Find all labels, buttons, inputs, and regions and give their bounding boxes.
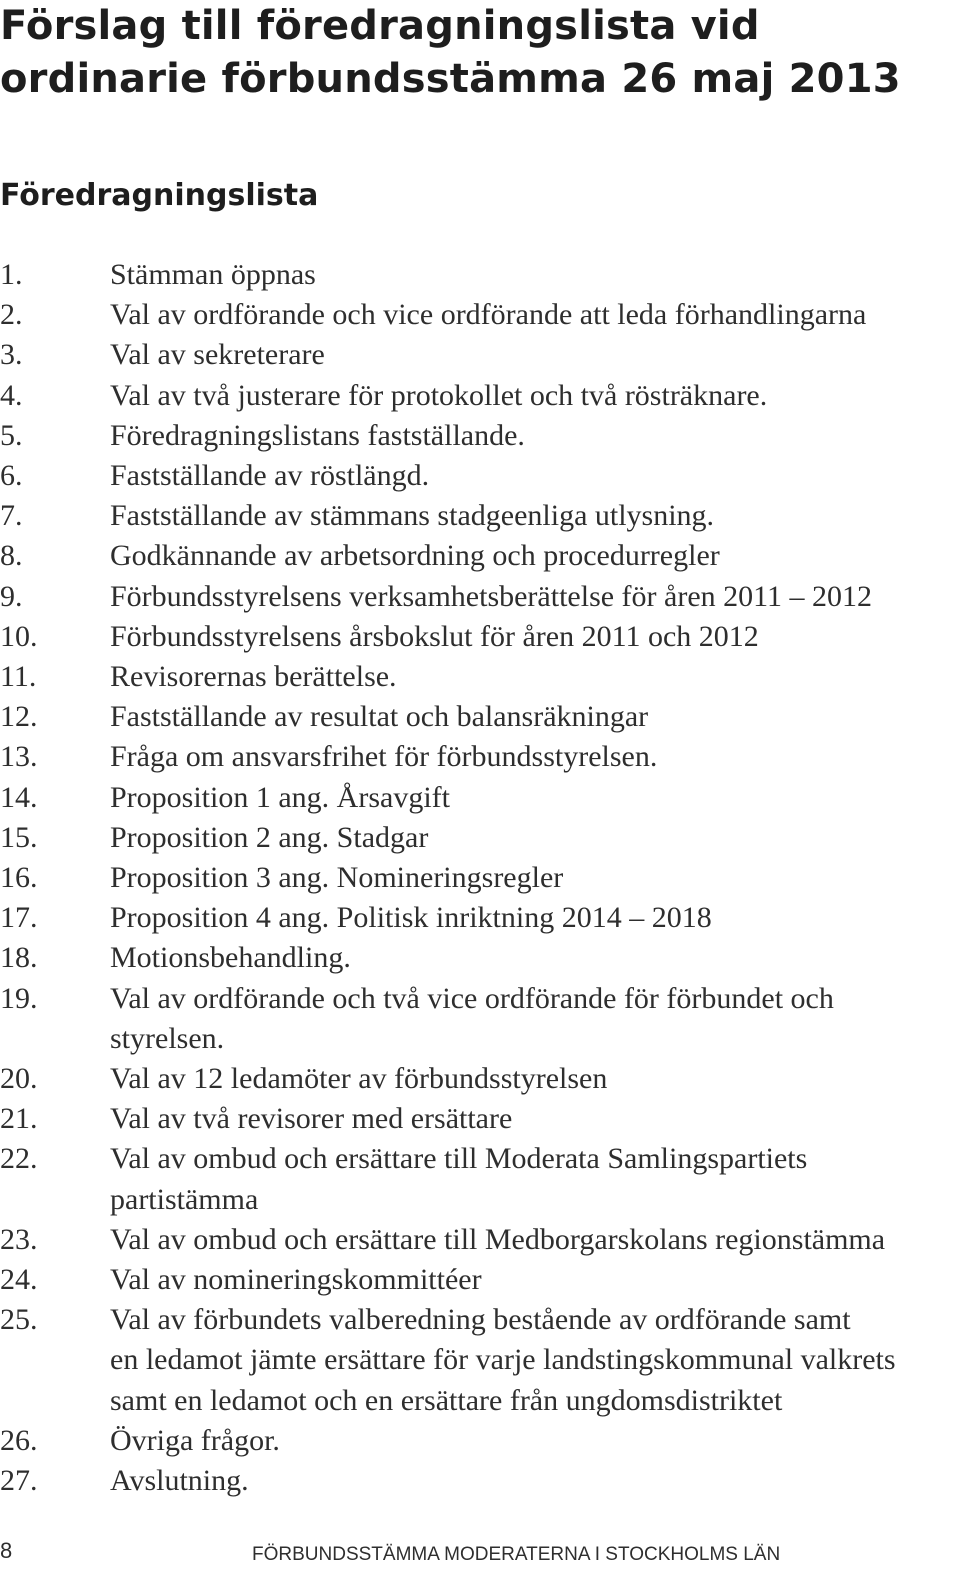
agenda-item-text xyxy=(110,938,958,978)
agenda-item-text xyxy=(110,858,958,898)
agenda-item-text xyxy=(110,255,958,295)
agenda-item-line: Val av nomineringskommittéer xyxy=(110,1263,482,1297)
agenda-item-line: Val av ombud och ersättare till Medborgarskolans regionstämma xyxy=(110,1222,886,1256)
agenda-item-text xyxy=(110,496,958,536)
agenda-item xyxy=(0,1059,958,1099)
agenda-item-line: Fastställande av röstlängd. xyxy=(110,459,430,493)
section-heading: Föredragningslista xyxy=(0,178,319,213)
agenda-item xyxy=(0,657,958,697)
agenda-item-line: Proposition 3 ang. Nomineringsregler xyxy=(110,861,564,895)
agenda-item xyxy=(0,697,958,737)
agenda-item-number: 2. xyxy=(0,298,23,332)
agenda-item-text xyxy=(110,295,958,335)
agenda-item-number: 6. xyxy=(0,459,23,493)
agenda-item xyxy=(0,536,958,576)
agenda-item-number: 4. xyxy=(0,378,23,412)
agenda-item-line: Godkännande av arbetsordning och procedurregler xyxy=(110,539,720,573)
page-title: Förslag till föredragningslista vid ordinarie förbundsstämma 26 maj 2013 xyxy=(0,3,901,102)
agenda-item-text xyxy=(110,1260,958,1300)
agenda-item-number: 11. xyxy=(0,660,37,694)
agenda-item-number: 22. xyxy=(0,1142,38,1176)
agenda-item-text xyxy=(110,577,958,617)
agenda-item-text xyxy=(110,778,958,818)
agenda-item-text xyxy=(110,1461,958,1501)
agenda-item-line: Proposition 1 ang. Årsavgift xyxy=(110,780,450,814)
agenda-item-text xyxy=(110,1139,958,1219)
agenda-item-number: 1. xyxy=(0,258,23,291)
footer-publication: FÖRBUNDSSTÄMMA MODERATERNA I STOCKHOLMS LÄN xyxy=(252,1544,781,1565)
agenda-item-number: 12. xyxy=(0,700,38,734)
agenda-item xyxy=(0,456,958,496)
agenda-item xyxy=(0,295,958,335)
agenda-item xyxy=(0,938,958,978)
agenda-item-text xyxy=(110,1099,958,1139)
agenda-item-text xyxy=(110,1300,958,1421)
agenda-item-line: Val av 12 ledamöter av förbundsstyrelsen xyxy=(110,1062,608,1096)
agenda-item-line: Föredragningslistans fastställande. xyxy=(110,418,525,452)
agenda-item xyxy=(0,1461,958,1501)
agenda-item-number: 8. xyxy=(0,539,23,573)
agenda-item-number: 25. xyxy=(0,1303,38,1337)
agenda-item xyxy=(0,376,958,416)
agenda-item-number: 16. xyxy=(0,861,38,895)
agenda-item-line: Val av ordförande och vice ordförande att leda förhandlingarna xyxy=(110,298,867,332)
agenda-item xyxy=(0,778,958,818)
agenda-item xyxy=(0,737,958,777)
agenda-item-text xyxy=(110,697,958,737)
agenda-item-number: 9. xyxy=(0,579,23,613)
agenda-item xyxy=(0,1139,958,1219)
agenda-item xyxy=(0,1099,958,1139)
agenda-item-number: 10. xyxy=(0,619,38,653)
agenda-item-number: 27. xyxy=(0,1464,38,1498)
agenda-item-line: Val av sekreterare xyxy=(110,338,325,372)
agenda-item-number: 15. xyxy=(0,820,38,854)
agenda-item-text xyxy=(110,898,958,938)
agenda-item-text xyxy=(110,737,958,777)
agenda-item-number: 23. xyxy=(0,1222,38,1256)
agenda-item xyxy=(0,617,958,657)
agenda-item-number: 18. xyxy=(0,941,38,975)
agenda-item-number: 14. xyxy=(0,780,38,814)
agenda-item-text xyxy=(110,617,958,657)
agenda-item-text xyxy=(110,1059,958,1099)
agenda-item-text xyxy=(110,657,958,697)
agenda-item-text xyxy=(110,536,958,576)
agenda-item-text xyxy=(110,456,958,496)
agenda-item xyxy=(0,335,958,375)
agenda-item xyxy=(0,1300,958,1421)
agenda-item xyxy=(0,496,958,536)
agenda-item xyxy=(0,1421,958,1461)
agenda-item-line: Val av förbundets valberedning bestående av ordförande samt xyxy=(110,1303,851,1337)
agenda-item-text xyxy=(110,1421,958,1461)
agenda-item-line: styrelsen. xyxy=(110,1021,225,1055)
agenda-item-line: Val av ombud och ersättare till Moderata Samlingspartiets xyxy=(110,1142,808,1176)
agenda-item-line: Fastställande av stämmans stadgeenliga utlysning. xyxy=(110,499,715,533)
agenda-item-line: Val av ordförande och två vice ordförande för förbundet och xyxy=(110,981,834,1015)
agenda-item-number: 13. xyxy=(0,740,38,774)
agenda-item-line: en ledamot jämte ersättare för varje landstingskommunal valkrets xyxy=(110,1343,896,1377)
agenda-item xyxy=(0,416,958,456)
agenda-item-line: Proposition 4 ang. Politisk inriktning 2014 – 2018 xyxy=(110,901,712,935)
page-number: 8 xyxy=(0,1538,13,1563)
agenda-item-text xyxy=(110,979,958,1059)
agenda-item xyxy=(0,255,958,295)
agenda-item-text xyxy=(110,818,958,858)
agenda-item-line: Övriga frågor. xyxy=(110,1423,280,1457)
agenda-item-text xyxy=(110,376,958,416)
agenda-item-line: Motionsbehandling. xyxy=(110,941,351,975)
agenda-item-line: Fastställande av resultat och balansräkningar xyxy=(110,700,649,734)
agenda-item-text xyxy=(110,1220,958,1260)
agenda-item xyxy=(0,577,958,617)
agenda-item xyxy=(0,1260,958,1300)
agenda-item-line: Stämman öppnas xyxy=(110,258,316,291)
agenda-item-number: 20. xyxy=(0,1062,38,1096)
agenda-item-number: 21. xyxy=(0,1102,38,1136)
agenda-list xyxy=(0,255,958,1501)
agenda-item-line: Val av två justerare för protokollet och två rösträknare. xyxy=(110,378,768,412)
agenda-item-line: Val av två revisorer med ersättare xyxy=(110,1102,513,1136)
agenda-item xyxy=(0,1220,958,1260)
agenda-item-number: 3. xyxy=(0,338,23,372)
agenda-item xyxy=(0,858,958,898)
agenda-item-number: 17. xyxy=(0,901,38,935)
agenda-item-number: 26. xyxy=(0,1423,38,1457)
agenda-item xyxy=(0,979,958,1059)
agenda-item-line: Förbundsstyrelsens årsbokslut för åren 2011 och 2012 xyxy=(110,619,759,653)
agenda-item xyxy=(0,818,958,858)
agenda-item-text xyxy=(110,335,958,375)
agenda-item-number: 24. xyxy=(0,1263,38,1297)
agenda-item-line: partistämma xyxy=(110,1182,259,1216)
agenda-item xyxy=(0,898,958,938)
agenda-item-number: 5. xyxy=(0,418,23,452)
agenda-item-line: Avslutning. xyxy=(110,1464,249,1498)
agenda-item-line: Proposition 2 ang. Stadgar xyxy=(110,820,429,854)
agenda-item-line: Fråga om ansvarsfrihet för förbundsstyrelsen. xyxy=(110,740,658,774)
agenda-item-number: 19. xyxy=(0,981,38,1015)
agenda-item-line: Förbundsstyrelsens verksamhetsberättelse för åren 2011 – 2012 xyxy=(110,579,873,613)
agenda-item-text xyxy=(110,416,958,456)
agenda-item-number: 7. xyxy=(0,499,23,533)
agenda-item-line: Revisorernas berättelse. xyxy=(110,660,397,694)
agenda-item-line: samt en ledamot och en ersättare från ungdomsdistriktet xyxy=(110,1383,783,1417)
